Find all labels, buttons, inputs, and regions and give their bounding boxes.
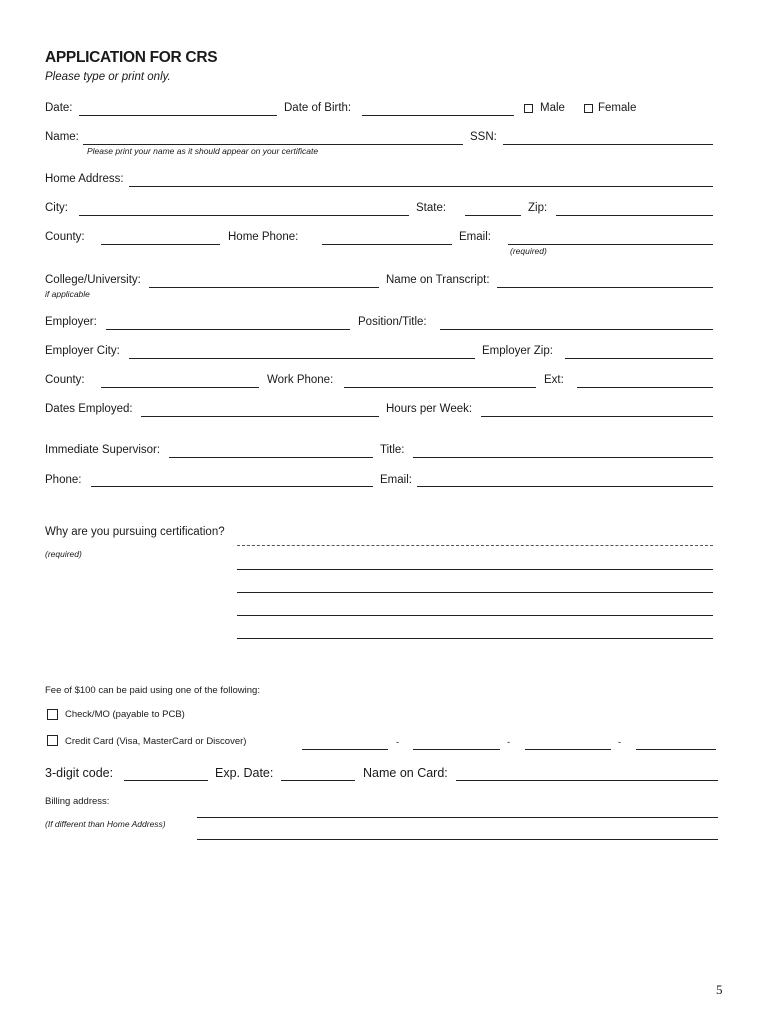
billing-address-label: Billing address: (45, 796, 110, 807)
work-county-label: County: (45, 374, 85, 386)
employer-zip-label: Employer Zip: (482, 345, 553, 357)
dates-employed-label: Dates Employed: (45, 403, 133, 415)
billing-address-line[interactable] (197, 839, 718, 840)
female-label: Female (598, 102, 637, 114)
position-field[interactable] (440, 329, 713, 330)
zip-field[interactable] (556, 215, 713, 216)
employer-city-label: Employer City: (45, 345, 120, 357)
college-label: College/University: (45, 274, 141, 286)
college-note: if applicable (45, 289, 90, 299)
check-checkbox[interactable] (47, 709, 58, 720)
certification-answer-line[interactable] (237, 615, 713, 616)
work-county-field[interactable] (101, 387, 259, 388)
card-number-segment-1[interactable] (302, 749, 388, 750)
supervisor-phone-label: Phone: (45, 474, 82, 486)
county-label: County: (45, 231, 85, 243)
billing-address-note: (If different than Home Address) (45, 819, 166, 829)
name-field[interactable] (83, 144, 463, 145)
page-number: 5 (716, 982, 723, 997)
zip-label: Zip: (528, 202, 548, 214)
security-code-field[interactable] (124, 780, 208, 781)
date-label: Date: (45, 102, 73, 114)
card-name-label: Name on Card: (363, 766, 448, 780)
supervisor-field[interactable] (169, 457, 373, 458)
supervisor-phone-field[interactable] (91, 486, 373, 487)
female-checkbox[interactable] (584, 104, 593, 113)
transcript-field[interactable] (497, 287, 713, 288)
home-address-field[interactable] (129, 186, 713, 187)
employer-zip-field[interactable] (565, 358, 713, 359)
name-label: Name: (45, 131, 79, 143)
ssn-field[interactable] (503, 144, 713, 145)
college-field[interactable] (149, 287, 379, 288)
male-checkbox[interactable] (524, 104, 533, 113)
employer-field[interactable] (106, 329, 350, 330)
certification-question: Why are you pursuing certification? (45, 526, 225, 538)
email-label: Email: (459, 231, 491, 243)
supervisor-title-field[interactable] (413, 457, 713, 458)
exp-date-field[interactable] (281, 780, 355, 781)
city-field[interactable] (79, 215, 409, 216)
supervisor-title-label: Title: (380, 444, 405, 456)
card-separator: - (507, 737, 511, 748)
state-field[interactable] (465, 215, 521, 216)
certification-answer-line[interactable] (237, 592, 713, 593)
card-number-segment-2[interactable] (413, 749, 500, 750)
employer-label: Employer: (45, 316, 97, 328)
state-label: State: (416, 202, 447, 214)
certification-answer-line[interactable] (237, 545, 713, 546)
ext-label: Ext: (544, 374, 564, 386)
dates-employed-field[interactable] (141, 416, 379, 417)
card-number-segment-3[interactable] (525, 749, 611, 750)
credit-card-checkbox[interactable] (47, 735, 58, 746)
fee-text: Fee of $100 can be paid using one of the following: (45, 685, 260, 696)
home-phone-field[interactable] (322, 244, 452, 245)
card-name-field[interactable] (456, 780, 718, 781)
check-label: Check/MO (payable to PCB) (65, 709, 185, 720)
email-required-note: (required) (510, 246, 547, 256)
credit-card-label: Credit Card (Visa, MasterCard or Discover) (65, 736, 247, 747)
dob-field[interactable] (362, 115, 514, 116)
card-separator: - (396, 737, 400, 748)
exp-date-label: Exp. Date: (215, 766, 274, 780)
certification-answer-line[interactable] (237, 638, 713, 639)
county-field[interactable] (101, 244, 220, 245)
work-phone-label: Work Phone: (267, 374, 334, 386)
city-label: City: (45, 202, 68, 214)
position-label: Position/Title: (358, 316, 427, 328)
hours-field[interactable] (481, 416, 713, 417)
dob-label: Date of Birth: (284, 102, 352, 114)
date-field[interactable] (79, 115, 277, 116)
certification-required-note: (required) (45, 549, 82, 559)
hours-label: Hours per Week: (386, 403, 473, 415)
transcript-label: Name on Transcript: (386, 274, 490, 286)
supervisor-email-label: Email: (380, 474, 412, 486)
ext-field[interactable] (577, 387, 713, 388)
name-note: Please print your name as it should appear on your certificate (87, 146, 319, 156)
card-number-segment-4[interactable] (636, 749, 716, 750)
supervisor-label: Immediate Supervisor: (45, 444, 161, 456)
work-phone-field[interactable] (344, 387, 536, 388)
home-phone-label: Home Phone: (228, 231, 299, 243)
supervisor-email-field[interactable] (417, 486, 713, 487)
male-label: Male (540, 102, 565, 114)
form-title: APPLICATION FOR CRS (45, 49, 218, 66)
billing-address-line[interactable] (197, 817, 718, 818)
security-code-label: 3-digit code: (45, 766, 114, 780)
home-address-label: Home Address: (45, 173, 124, 185)
form-subtitle: Please type or print only. (45, 71, 171, 83)
card-separator: - (618, 737, 622, 748)
ssn-label: SSN: (470, 131, 497, 143)
certification-answer-line[interactable] (237, 569, 713, 570)
employer-city-field[interactable] (129, 358, 475, 359)
email-field[interactable] (508, 244, 713, 245)
